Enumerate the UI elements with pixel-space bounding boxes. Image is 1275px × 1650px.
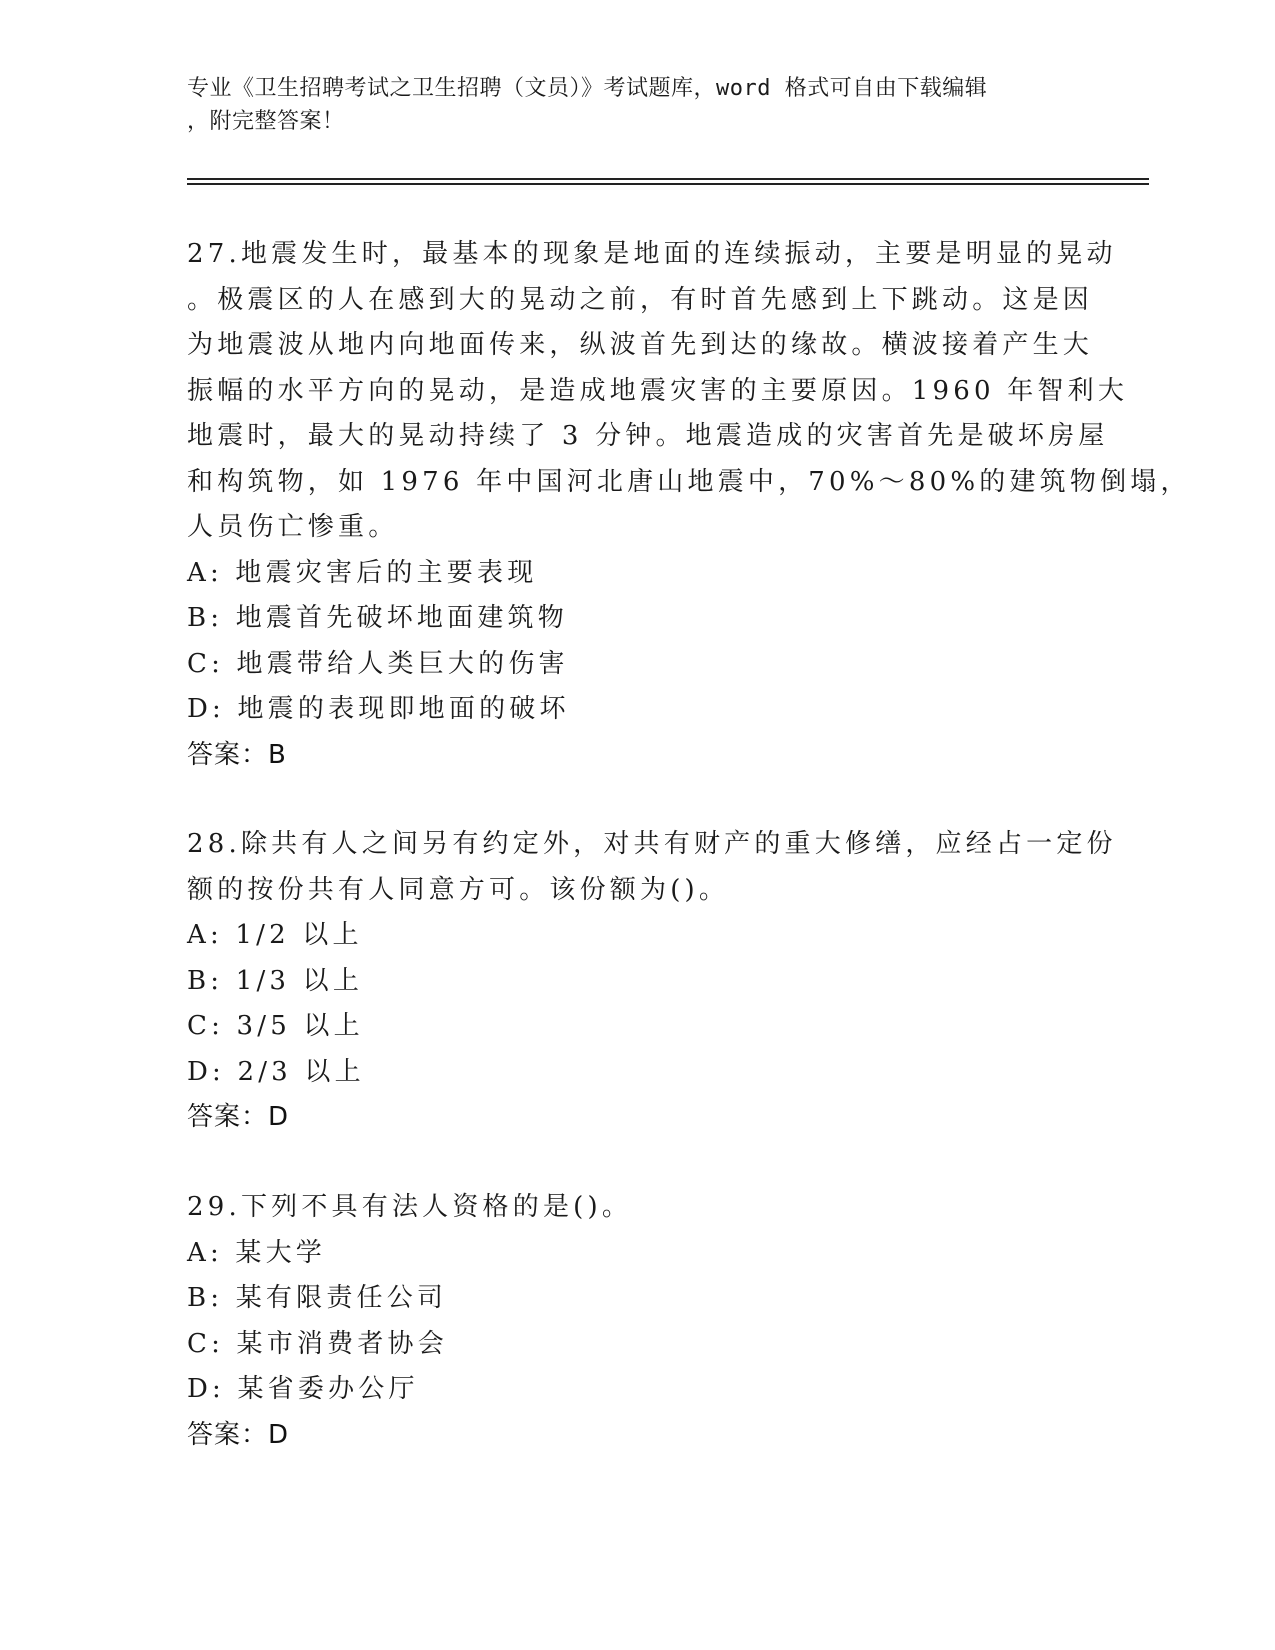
header-line: 专业《卫生招聘考试之卫生招聘（文员）》考试题库，word 格式可自由下载编辑: [187, 76, 988, 101]
question-stem-line: 额的按份共有人同意方可。该份额为()。: [187, 874, 730, 905]
question-stem-line: 27.地震发生时，最基本的现象是地面的连续振动，主要是明显的晃动: [187, 239, 1117, 269]
option-b: B: 地震首先破坏地面建筑物: [187, 603, 568, 633]
option-c: C: 3/5 以上: [187, 1011, 364, 1041]
question-stem-line: 。极震区的人在感到大的晃动之前，有时首先感到上下跳动。这是因: [187, 284, 1094, 315]
question-stem-line: 振幅的水平方向的晃动，是造成地震灾害的主要原因。1960 年智利大: [187, 375, 1129, 406]
header-divider-bottom: [187, 183, 1149, 185]
question-27: [187, 232, 1191, 778]
question-stem-line: 29.下列不具有法人资格的是()。: [187, 1192, 633, 1222]
question-29: [187, 1185, 1087, 1458]
option-a: A: 地震灾害后的主要表现: [187, 557, 538, 588]
header-line: ，附完整答案！: [187, 109, 345, 134]
answer-label: 答案：B: [187, 739, 287, 770]
document-header: [187, 72, 1067, 138]
option-a: A: 某大学: [187, 1237, 327, 1268]
question-stem-line: 为地震波从地内向地面传来，纵波首先到达的缘故。横波接着产生大: [187, 330, 1094, 360]
answer-label: 答案：D: [187, 1419, 290, 1450]
option-b: B: 1/3 以上: [187, 965, 364, 996]
option-c: C: 某市消费者协会: [187, 1328, 448, 1359]
answer-label: 答案：D: [187, 1102, 290, 1132]
question-stem-line: 人员伤亡惨重。: [187, 512, 399, 542]
option-c: C: 地震带给人类巨大的伤害: [187, 648, 569, 679]
question-28: [187, 822, 1117, 1141]
question-stem-line: 地震时，最大的晃动持续了 3 分钟。地震造成的灾害首先是破坏房屋: [187, 421, 1109, 451]
option-d: D: 地震的表现即地面的破坏: [187, 694, 570, 724]
question-stem-line: 28.除共有人之间另有约定外，对共有财产的重大修缮，应经占一定份: [187, 829, 1117, 859]
option-d: D: 2/3 以上: [187, 1056, 365, 1087]
header-divider-top: [187, 178, 1149, 180]
option-d: D: 某省委办公厅: [187, 1374, 419, 1404]
option-a: A: 1/2 以上: [187, 920, 363, 950]
option-b: B: 某有限责任公司: [187, 1283, 448, 1313]
question-stem-line: 和构筑物，如 1976 年中国河北唐山地震中，70%～80%的建筑物倒塌，: [187, 466, 1191, 497]
